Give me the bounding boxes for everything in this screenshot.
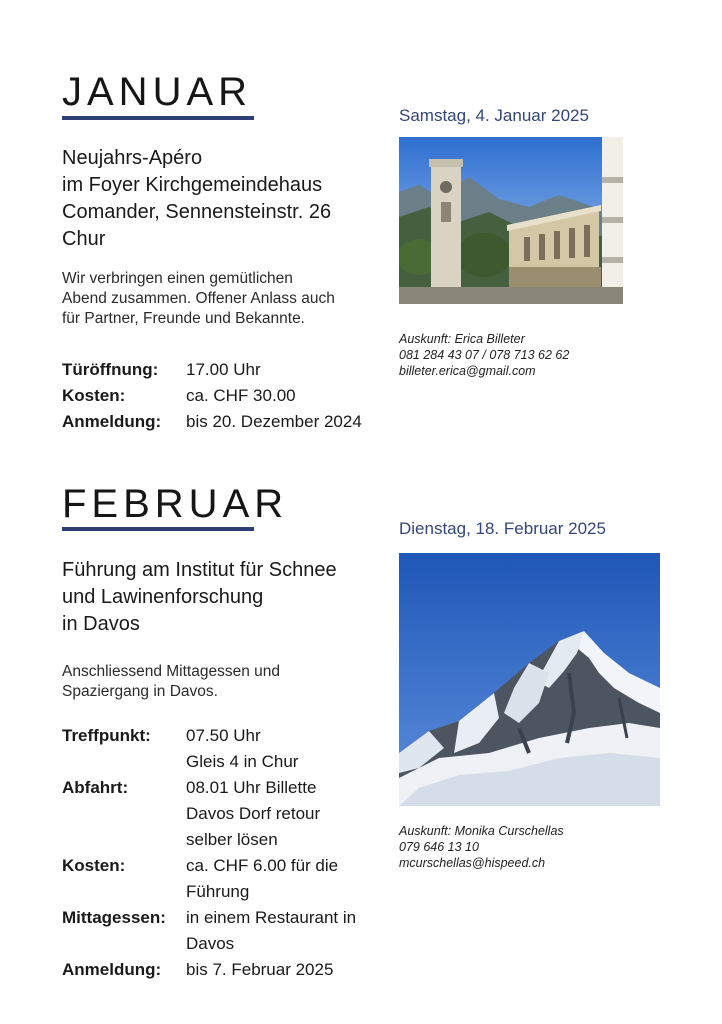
church-tower-icon <box>399 137 623 304</box>
fact-label: Kosten: <box>62 386 126 405</box>
fact-row <box>62 723 356 775</box>
church-tower-photo <box>399 137 623 304</box>
fact-label: Anmeldung: <box>62 412 162 431</box>
fact-row <box>62 853 356 905</box>
heading-rule-februar <box>62 527 254 531</box>
title-line: Comander, Sennensteinstr. 26 <box>62 201 332 223</box>
fact-row <box>62 383 362 409</box>
fact-label: Treffpunkt: <box>62 726 151 745</box>
fact-value <box>186 853 338 905</box>
fact-value-line: ca. CHF 6.00 für die <box>186 856 339 875</box>
title-line: und Lawinenforschung <box>62 586 264 608</box>
event-title-februar <box>62 557 402 638</box>
title-line: Neujahrs-Apéro <box>62 147 203 169</box>
fact-value <box>186 957 333 983</box>
snowy-mountain-photo <box>399 553 660 806</box>
event-date-januar: Samstag, 4. Januar 2025 <box>399 106 589 125</box>
contact-februar <box>399 823 564 871</box>
event-description-januar <box>62 269 382 329</box>
fact-value: ca. CHF 30.00 <box>186 386 296 405</box>
fact-label: Türöffnung: <box>62 360 159 379</box>
contact-email: mcurschellas@hispeed.ch <box>399 856 546 870</box>
fact-value: 17.00 Uhr <box>186 360 261 379</box>
description-line: Wir verbringen einen gemütlichen <box>62 270 293 287</box>
event-title-januar <box>62 145 392 253</box>
event-facts-februar <box>62 723 356 983</box>
contact-heading: Auskunft: Monika Curschellas <box>399 824 564 838</box>
contact-januar <box>399 331 569 379</box>
fact-value: bis 20. Dezember 2024 <box>186 412 362 431</box>
fact-value-line: Davos Dorf retour <box>186 804 321 823</box>
fact-value <box>186 723 298 775</box>
contact-email: billeter.erica@gmail.com <box>399 364 536 378</box>
fact-value-line: in einem Restaurant in <box>186 908 357 927</box>
description-line: Spaziergang in Davos. <box>62 683 218 700</box>
description-line: für Partner, Freunde und Bekannte. <box>62 310 305 327</box>
event-date-februar: Dienstag, 18. Februar 2025 <box>399 519 606 538</box>
fact-value-line: selber lösen <box>186 830 278 849</box>
event-facts-januar <box>62 357 362 435</box>
month-heading-februar: FEBRUAR <box>62 482 289 526</box>
fact-row <box>62 357 362 383</box>
fact-value-line: Führung <box>186 882 250 901</box>
event-description-februar <box>62 662 382 702</box>
fact-value <box>186 775 320 853</box>
fact-value <box>186 905 356 957</box>
fact-value-line: Davos <box>186 934 235 953</box>
contact-heading: Auskunft: Erica Billeter <box>399 332 525 346</box>
fact-label: Kosten: <box>62 856 126 875</box>
contact-phone: 081 284 43 07 / 078 713 62 62 <box>399 348 570 362</box>
title-line: in Davos <box>62 613 140 635</box>
snowy-mountain-icon <box>399 553 660 806</box>
contact-phone: 079 646 13 10 <box>399 840 479 854</box>
fact-row <box>62 775 356 853</box>
fact-row <box>62 957 356 983</box>
month-heading-januar: JANUAR <box>62 70 253 114</box>
description-line: Abend zusammen. Offener Anlass auch <box>62 290 335 307</box>
heading-rule-januar <box>62 116 254 120</box>
fact-label: Abfahrt: <box>62 778 129 797</box>
fact-row <box>62 409 362 435</box>
fact-value-line: 07.50 Uhr <box>186 726 261 745</box>
fact-value-line: Gleis 4 in Chur <box>186 752 299 771</box>
fact-row <box>62 905 356 957</box>
fact-value-line: bis 7. Februar 2025 <box>186 960 334 979</box>
fact-label: Anmeldung: <box>62 960 162 979</box>
title-line: Chur <box>62 228 106 250</box>
title-line: Führung am Institut für Schnee <box>62 559 337 581</box>
description-line: Anschliessend Mittagessen und <box>62 663 280 680</box>
fact-label: Mittagessen: <box>62 908 166 927</box>
title-line: im Foyer Kirchgemeindehaus <box>62 174 323 196</box>
fact-value-line: 08.01 Uhr Billette <box>186 778 317 797</box>
